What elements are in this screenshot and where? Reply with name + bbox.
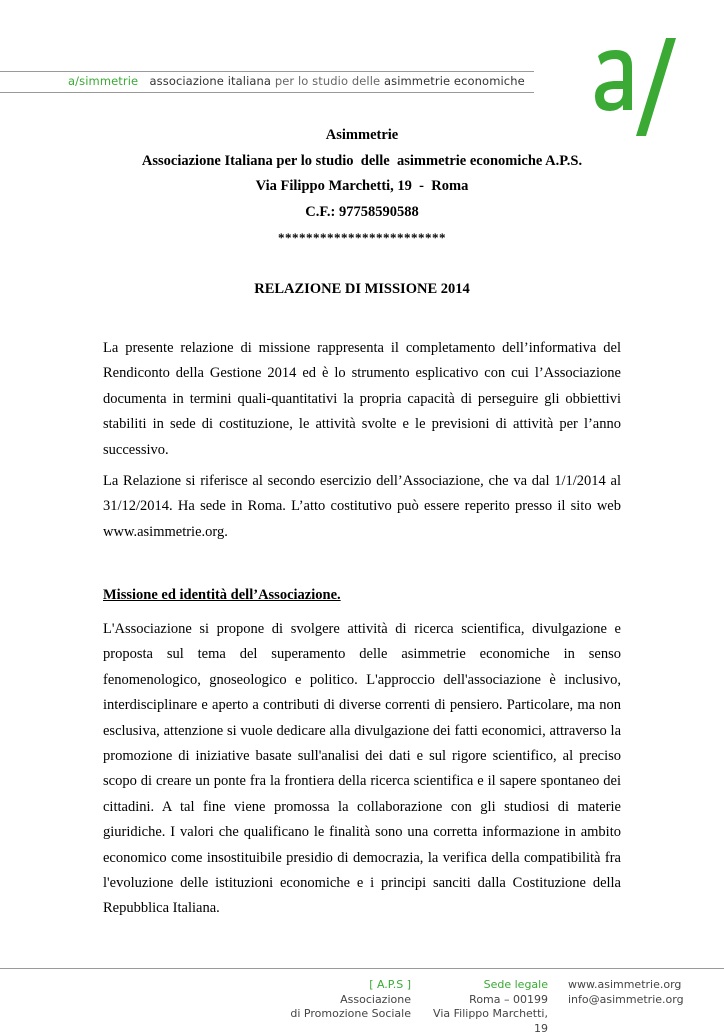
document-title: RELAZIONE DI MISSIONE 2014	[254, 281, 470, 297]
brand-rest: simmetrie	[79, 74, 139, 88]
footer-email-link[interactable]: info@asimmetrie.org	[568, 992, 684, 1006]
stars-divider: ************************	[278, 230, 446, 245]
letterhead	[0, 123, 724, 251]
brand-a: a	[68, 74, 76, 88]
footer-aps-label: [ A.P.S ]	[369, 978, 411, 991]
assoc-address: Via Filippo Marchetti, 19 - Roma	[255, 178, 469, 194]
footer-rule	[0, 968, 724, 969]
brand-slash: /	[75, 74, 80, 88]
footer-aps-line1: Associazione	[340, 992, 411, 1006]
paragraph-intro: La presente relazione di missione rappresenta il completamento dell’informativa del Rendiconto della Gestione 2014 ed è lo strumento esplicativo con cui l’Associazione documenta in termini quali-quantitativi la propria capacità di perseguire gli obbiettivi stabiliti in sede di costituzione, le attività svolte e le previsioni di attività per l’anno successivo.	[103, 340, 621, 458]
footer-sede	[420, 978, 548, 1036]
footer-sede-line1: Roma – 00199	[469, 992, 548, 1006]
asimmetrie-logo-icon	[590, 36, 680, 136]
tagline-part3: asimmetrie economiche	[383, 74, 525, 88]
header-bottom-rule	[0, 92, 534, 93]
assoc-name: Asimmetrie	[325, 127, 399, 143]
footer-contacts	[568, 978, 684, 1007]
header-top-rule	[0, 71, 534, 72]
paragraph-mission: L'Associazione si propone di svolgere attività di ricerca scientifica, divulgazione e proposta sul tema del superamento delle asimmetrie economiche in senso fenomenologico, gnoseologico e politico. L'approccio dell'associazione è inclusivo, interdisciplinare e aperto a contributi di diverse correnti di pensiero. Particolare, ma non esclusiva, attenzione si vuole dedicare alla divulgazione dei fatti economici, attraverso la promozione di iniziative basate sull'analisi dei dati e sul rigore scientifico, al preciso scopo di creare un ponte fra la frontiera della ricerca scientifica e il sapere spontaneo dei cittadini. A tal fine viene promossa la collaborazione con gli studiosi di materie giuridiche. I valori che qualificano le finalità sono una corretta informazione in ambito economico come insostituibile presidio di democrazia, la verifica della compatibilità fra l'evoluzione delle istituzioni economiche e i principi sanciti dalla Costituzione della Repubblica Italiana.	[103, 621, 621, 917]
footer-aps	[250, 978, 411, 1022]
assoc-fiscal-code: C.F.: 97758590588	[305, 203, 419, 220]
footer-sede-label: Sede legale	[483, 978, 548, 991]
header-tagline	[68, 74, 525, 88]
tagline-part2: per lo studio delle	[274, 74, 381, 88]
paragraph-period: La Relazione si riferisce al secondo esercizio dell’Associazione, che va dal 1/1/2014 al 31/12/2014. Ha sede in Roma. L’atto costitutivo può essere reperito presso il sito web www.asimmetrie.org.	[103, 473, 621, 540]
footer-sede-line2: Via Filippo Marchetti, 19	[433, 1007, 548, 1035]
footer-website-link[interactable]: www.asimmetrie.org	[568, 978, 682, 991]
assoc-full-name: Associazione Italiana per lo studio delle asimmetrie economiche A.P.S.	[141, 152, 583, 169]
section-heading: Missione ed identità dell’Associazione.	[103, 587, 341, 603]
tagline-part1: associazione italiana	[149, 74, 272, 88]
footer-aps-line2: di Promozione Sociale	[290, 1007, 411, 1020]
